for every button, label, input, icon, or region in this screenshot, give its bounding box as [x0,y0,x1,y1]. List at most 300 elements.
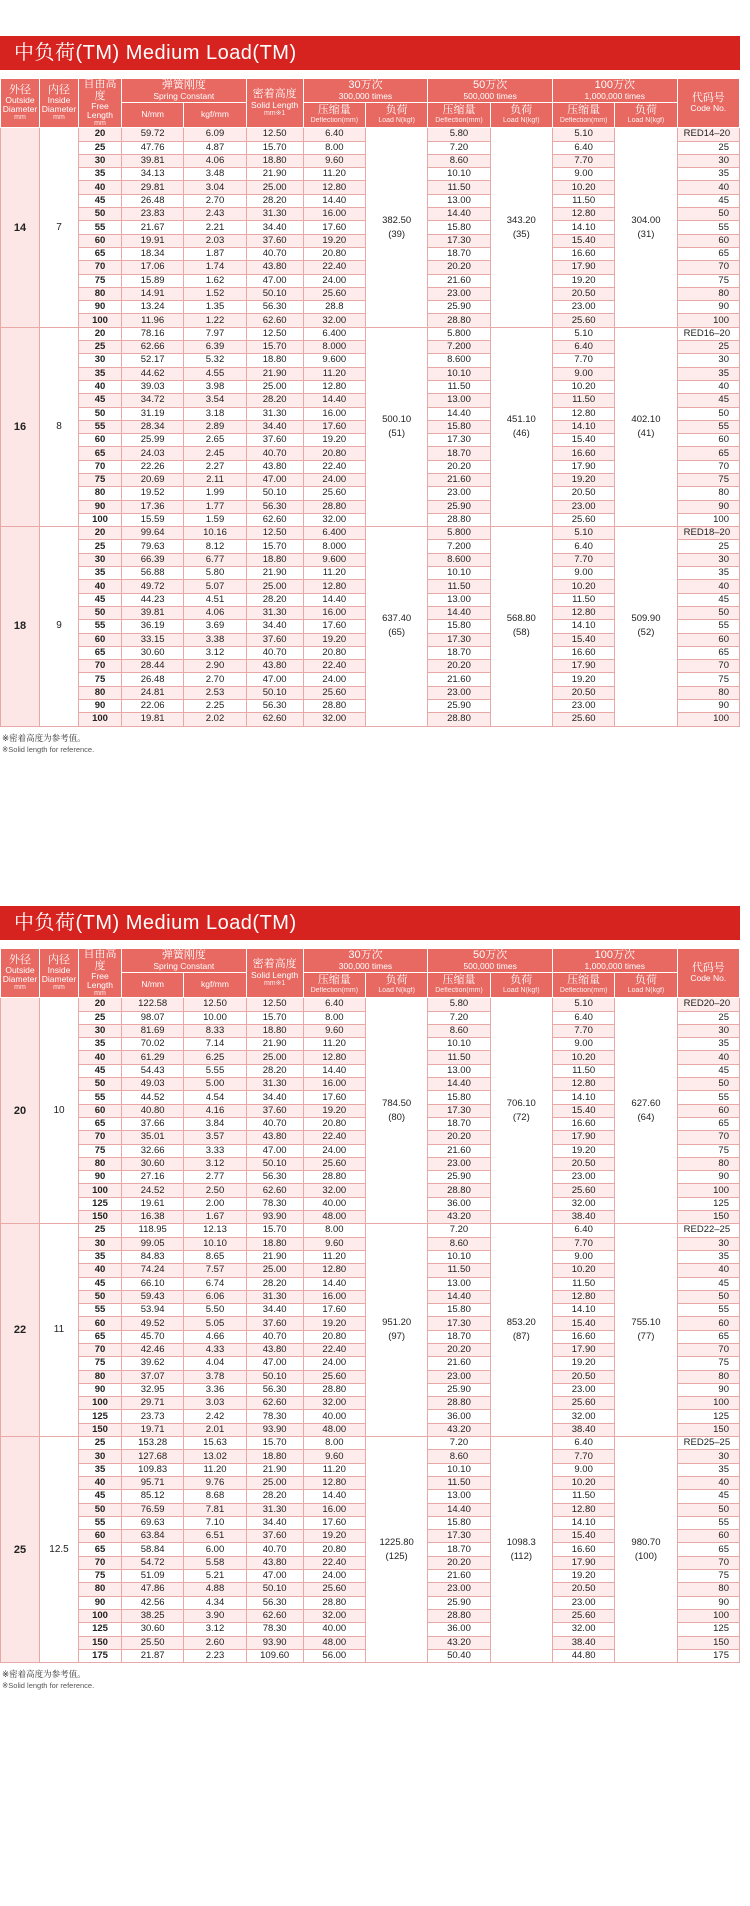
code-value: 90 [718,1384,729,1396]
header-300k: 30万次 300,000 times [303,949,428,973]
spring-constant-n-cell: 28.34 [122,420,184,433]
solid-length-cell: 25.00 [246,1051,303,1064]
free-length-cell: 80 [79,287,122,300]
outside-diameter-cell: 18 [1,527,40,726]
free-length-cell: 70 [79,460,122,473]
code-value: 65 [718,1118,729,1130]
deflection-1m-cell: 9.00 [552,1250,614,1263]
spring-constant-kgf-cell: 3.98 [184,380,246,393]
solid-length-cell: 50.10 [246,1370,303,1383]
deflection-300k-cell: 22.40 [303,261,365,274]
header-outside-diameter: 外径 Outside Diameter mm [1,949,40,998]
free-length-cell: 55 [79,221,122,234]
header-free-length: 自由高度 Free Length mm [79,79,122,128]
deflection-1m-cell: 12.80 [552,606,614,619]
deflection-1m-cell: 12.80 [552,1078,614,1091]
load-value: 402.10 [631,413,661,425]
deflection-1m-cell: 16.60 [552,646,614,659]
code-no-cell [677,1437,739,1450]
deflection-300k-cell: 17.60 [303,420,365,433]
spring-constant-kgf-cell: 5.80 [184,567,246,580]
spring-constant-kgf-cell: 10.00 [184,1011,246,1024]
deflection-500k-cell: 7.20 [428,1437,490,1450]
solid-length-cell: 40.70 [246,247,303,260]
deflection-500k-cell: 14.40 [428,1503,490,1516]
deflection-500k-cell: 15.80 [428,1304,490,1317]
deflection-300k-cell: 19.20 [303,1317,365,1330]
code-value: 55 [718,1304,729,1316]
solid-length-cell: 21.90 [246,1038,303,1051]
free-length-cell: 90 [79,500,122,513]
deflection-500k-cell: 14.40 [428,1078,490,1091]
free-length-cell: 45 [79,1490,122,1503]
solid-length-cell: 12.50 [246,128,303,141]
outside-diameter-cell: 16 [1,327,40,526]
free-length-cell: 70 [79,660,122,673]
spring-constant-n-cell: 23.83 [122,208,184,221]
header-code-no: 代码号 Code No. [677,79,739,128]
spring-constant-kgf-cell: 2.70 [184,673,246,686]
code-value: 45 [718,593,729,605]
deflection-300k-cell: 11.20 [303,367,365,380]
deflection-300k-cell: 48.00 [303,1423,365,1436]
code-no-cell [677,128,739,141]
deflection-1m-cell: 20.50 [552,686,614,699]
deflection-1m-cell: 7.70 [552,553,614,566]
spring-constant-n-cell: 42.46 [122,1344,184,1357]
deflection-500k-cell: 8.60 [428,1450,490,1463]
deflection-500k-cell: 11.50 [428,1051,490,1064]
spring-constant-n-cell: 47.76 [122,141,184,154]
solid-length-cell: 37.60 [246,434,303,447]
spring-constant-kgf-cell: 1.59 [184,513,246,526]
deflection-1m-cell: 14.10 [552,1304,614,1317]
deflection-500k-cell: 10.10 [428,1250,490,1263]
spring-constant-n-cell: 37.66 [122,1117,184,1130]
header-1m: 100万次 1,000,000 times [552,949,677,973]
code-no-cell [677,394,739,407]
code-no-cell [677,460,739,473]
code-no-cell [677,553,739,566]
load-kgf-value: (35) [512,228,530,240]
spring-constant-kgf-cell: 3.48 [184,168,246,181]
deflection-500k-cell: 20.20 [428,1344,490,1357]
code-value: 25 [718,1011,729,1023]
deflection-500k-cell: 21.60 [428,1570,490,1583]
deflection-500k-cell: 25.90 [428,500,490,513]
deflection-500k-cell: 20.20 [428,1131,490,1144]
code-value: 100 [713,1184,729,1196]
free-length-cell: 35 [79,1250,122,1263]
code-no-cell [677,1649,739,1662]
deflection-500k-cell: 17.30 [428,1104,490,1117]
spring-constant-n-cell: 21.87 [122,1649,184,1662]
deflection-500k-cell: 13.00 [428,1277,490,1290]
solid-length-cell: 56.30 [246,301,303,314]
solid-length-cell: 62.60 [246,1609,303,1622]
header-solid-length: 密着高度 Solid Length mm※1 [246,949,303,998]
header-load-500k: 负荷 Load N(kgf) [490,102,552,128]
spec-table [0,78,740,727]
solid-length-cell: 50.10 [246,287,303,300]
load-value: 853.20 [506,1317,536,1329]
deflection-500k-cell: 23.00 [428,487,490,500]
code-no-cell [677,261,739,274]
code-no-cell [677,1476,739,1489]
deflection-1m-cell: 7.70 [552,1450,614,1463]
solid-length-cell: 40.70 [246,646,303,659]
free-length-cell: 55 [79,1091,122,1104]
deflection-300k-cell: 19.20 [303,1104,365,1117]
deflection-300k-cell: 32.00 [303,1609,365,1622]
deflection-500k-cell: 23.00 [428,1370,490,1383]
solid-length-cell: 56.30 [246,1383,303,1396]
deflection-500k-cell: 18.70 [428,1543,490,1556]
code-value: 75 [718,1144,729,1156]
code-no-cell [677,1330,739,1343]
code-value: 55 [718,1091,729,1103]
header-code-no: 代码号 Code No. [677,949,739,998]
load-value: 951.20 [382,1317,412,1329]
code-no-cell [677,194,739,207]
spring-constant-n-cell: 39.81 [122,154,184,167]
deflection-300k-cell: 11.20 [303,168,365,181]
solid-length-cell: 18.80 [246,1237,303,1250]
deflection-500k-cell: 43.20 [428,1211,490,1224]
deflection-1m-cell: 15.40 [552,1317,614,1330]
load-kgf-value: (39) [388,228,406,240]
spring-constant-n-cell: 76.59 [122,1503,184,1516]
code-value: 25–25 [703,1437,731,1449]
code-value: 90 [718,700,729,712]
deflection-500k-cell: 8.60 [428,1237,490,1250]
spring-constant-kgf-cell: 6.00 [184,1543,246,1556]
code-value: 55 [718,1517,729,1528]
deflection-300k-cell: 56.00 [303,1649,365,1662]
deflection-1m-cell: 11.50 [552,394,614,407]
spring-constant-n-cell: 19.81 [122,713,184,726]
deflection-500k-cell: 7.20 [428,1011,490,1024]
solid-length-cell: 12.50 [246,327,303,340]
spring-constant-n-cell: 52.17 [122,354,184,367]
spring-constant-kgf-cell: 4.66 [184,1330,246,1343]
free-length-cell: 35 [79,567,122,580]
free-length-cell: 60 [79,234,122,247]
deflection-500k-cell: 21.60 [428,1357,490,1370]
code-no-cell [677,1463,739,1476]
load-kgf-value: (46) [512,427,530,439]
deflection-1m-cell: 17.90 [552,261,614,274]
spring-constant-n-cell: 58.84 [122,1543,184,1556]
load-500k-cell [490,327,552,526]
code-value: 80 [718,1370,729,1382]
solid-length-cell: 21.90 [246,168,303,181]
free-length-cell: 25 [79,1437,122,1450]
solid-length-cell: 62.60 [246,713,303,726]
deflection-500k-cell: 25.90 [428,1383,490,1396]
spring-constant-n-cell: 30.60 [122,1623,184,1636]
deflection-300k-cell: 16.00 [303,1290,365,1303]
deflection-300k-cell: 14.40 [303,1277,365,1290]
deflection-1m-cell: 5.10 [552,527,614,540]
spring-constant-kgf-cell: 5.50 [184,1304,246,1317]
spring-constant-kgf-cell: 7.57 [184,1264,246,1277]
deflection-500k-cell: 18.70 [428,646,490,659]
spring-constant-n-cell: 30.60 [122,646,184,659]
code-no-cell [677,1250,739,1263]
header-load-1m: 负荷 Load N(kgf) [615,972,677,998]
spring-constant-kgf-cell: 3.78 [184,1370,246,1383]
spring-constant-kgf-cell: 6.39 [184,341,246,354]
code-no-cell [677,713,739,726]
table-row [1,1437,740,1450]
header-300k: 30万次 300,000 times [303,79,428,103]
deflection-300k-cell: 19.20 [303,234,365,247]
deflection-500k-cell: 8.60 [428,154,490,167]
deflection-500k-cell: 7.200 [428,341,490,354]
code-no-cell [677,434,739,447]
deflection-300k-cell: 20.80 [303,447,365,460]
code-value: 70 [718,1344,729,1356]
code-no-cell [677,1357,739,1370]
deflection-1m-cell: 14.10 [552,1091,614,1104]
code-no-cell [677,341,739,354]
free-length-cell: 45 [79,1277,122,1290]
deflection-300k-cell: 6.400 [303,327,365,340]
code-no-cell [677,1091,739,1104]
code-no-cell [677,1370,739,1383]
free-length-cell: 175 [79,1649,122,1662]
code-value: 25 [718,141,729,153]
deflection-500k-cell: 14.40 [428,1290,490,1303]
deflection-500k-cell: 7.200 [428,540,490,553]
deflection-1m-cell: 9.00 [552,1463,614,1476]
deflection-500k-cell: 10.10 [428,168,490,181]
code-value: 35 [718,567,729,579]
spring-constant-n-cell: 51.09 [122,1570,184,1583]
free-length-cell: 65 [79,1543,122,1556]
deflection-300k-cell: 19.20 [303,434,365,447]
free-length-cell: 60 [79,633,122,646]
solid-length-cell: 109.60 [246,1649,303,1662]
code-no-cell [677,1410,739,1423]
free-length-cell: 150 [79,1211,122,1224]
spec-section [0,36,750,755]
deflection-300k-cell: 28.80 [303,700,365,713]
code-no-cell [677,606,739,619]
spring-constant-kgf-cell: 3.84 [184,1117,246,1130]
code-value: 65 [718,647,729,658]
load-kgf-value: (100) [634,1550,658,1562]
spring-constant-n-cell: 15.59 [122,513,184,526]
deflection-300k-cell: 22.40 [303,1344,365,1357]
code-no-cell [677,1157,739,1170]
free-length-cell: 80 [79,1157,122,1170]
load-kgf-value: (77) [637,1331,655,1343]
deflection-1m-cell: 6.40 [552,1224,614,1237]
solid-length-cell: 15.70 [246,141,303,154]
header-deflection-1m: 压缩量 Deflection(mm) [552,102,614,128]
solid-length-cell: 37.60 [246,1317,303,1330]
deflection-300k-cell: 9.600 [303,553,365,566]
deflection-1m-cell: 10.20 [552,1264,614,1277]
spring-constant-n-cell: 34.13 [122,168,184,181]
free-length-cell: 40 [79,1264,122,1277]
solid-length-cell: 25.00 [246,1264,303,1277]
code-value: 35 [718,367,729,379]
spring-constant-kgf-cell: 6.09 [184,128,246,141]
solid-length-cell: 93.90 [246,1211,303,1224]
code-value: 70 [718,1131,729,1143]
free-length-cell: 25 [79,141,122,154]
code-no-cell [677,181,739,194]
code-no-cell [677,1530,739,1543]
deflection-1m-cell: 20.50 [552,1370,614,1383]
deflection-500k-cell: 20.20 [428,660,490,673]
solid-length-cell: 15.70 [246,1011,303,1024]
deflection-1m-cell: 10.20 [552,580,614,593]
free-length-cell: 60 [79,1317,122,1330]
spring-constant-n-cell: 47.86 [122,1583,184,1596]
spring-constant-n-cell: 16.38 [122,1211,184,1224]
free-length-cell: 100 [79,513,122,526]
spring-constant-kgf-cell: 2.60 [184,1636,246,1649]
deflection-1m-cell: 11.50 [552,194,614,207]
load-value: 304.00 [631,214,661,226]
spring-constant-n-cell: 31.19 [122,407,184,420]
deflection-300k-cell: 20.80 [303,247,365,260]
deflection-1m-cell: 9.00 [552,1038,614,1051]
solid-length-cell: 25.00 [246,580,303,593]
spring-constant-kgf-cell: 3.12 [184,1623,246,1636]
spring-constant-kgf-cell: 4.33 [184,1344,246,1357]
deflection-300k-cell: 9.60 [303,1450,365,1463]
deflection-1m-cell: 25.60 [552,314,614,327]
code-no-cell [677,1144,739,1157]
code-no-cell [677,1570,739,1583]
free-length-cell: 45 [79,1064,122,1077]
outside-diameter-cell: 14 [1,128,40,327]
code-no-cell [677,1596,739,1609]
free-length-cell: 125 [79,1410,122,1423]
deflection-500k-cell: 11.50 [428,181,490,194]
code-value: 100 [713,1397,729,1409]
load-kgf-value: (97) [388,1331,406,1343]
deflection-300k-cell: 24.00 [303,1570,365,1583]
code-no-cell [677,154,739,167]
code-no-cell [677,633,739,646]
spring-constant-kgf-cell: 5.05 [184,1317,246,1330]
deflection-300k-cell: 32.00 [303,513,365,526]
deflection-500k-cell: 21.60 [428,274,490,287]
deflection-1m-cell: 12.80 [552,208,614,221]
deflection-1m-cell: 25.60 [552,713,614,726]
deflection-500k-cell: 36.00 [428,1623,490,1636]
code-prefix: RED [683,527,704,539]
deflection-500k-cell: 28.80 [428,513,490,526]
header-inside-diameter: 内径 Inside Diameter mm [40,79,79,128]
solid-length-cell: 28.20 [246,593,303,606]
deflection-300k-cell: 48.00 [303,1211,365,1224]
load-value: 509.90 [631,613,661,625]
code-value: 75 [718,1570,729,1582]
spring-constant-n-cell: 20.69 [122,474,184,487]
solid-length-cell: 28.20 [246,1490,303,1503]
code-value: 35 [718,1463,729,1475]
spring-constant-kgf-cell: 3.18 [184,407,246,420]
spring-constant-n-cell: 59.72 [122,128,184,141]
free-length-cell: 60 [79,1530,122,1543]
deflection-300k-cell: 9.60 [303,1237,365,1250]
deflection-300k-cell: 16.00 [303,407,365,420]
deflection-300k-cell: 17.60 [303,1091,365,1104]
deflection-1m-cell: 15.40 [552,633,614,646]
load-kgf-value: (41) [637,427,655,439]
load-value: 568.80 [506,613,536,625]
code-no-cell [677,1264,739,1277]
table-row [1,128,740,141]
spring-constant-kgf-cell: 1.52 [184,287,246,300]
code-value: 125 [713,1623,729,1635]
code-no-cell [677,580,739,593]
code-value: 90 [718,1596,729,1608]
deflection-300k-cell: 8.00 [303,141,365,154]
code-no-cell [677,1290,739,1303]
solid-length-cell: 18.80 [246,1450,303,1463]
load-value: 706.10 [506,1097,536,1109]
deflection-1m-cell: 14.10 [552,221,614,234]
solid-length-cell: 34.40 [246,620,303,633]
solid-length-cell: 21.90 [246,367,303,380]
deflection-1m-cell: 10.20 [552,1476,614,1489]
free-length-cell: 75 [79,274,122,287]
deflection-1m-cell: 25.60 [552,1397,614,1410]
deflection-500k-cell: 23.00 [428,686,490,699]
spring-constant-n-cell: 37.07 [122,1370,184,1383]
spring-constant-n-cell: 34.72 [122,394,184,407]
spring-constant-kgf-cell: 4.06 [184,606,246,619]
spring-constant-kgf-cell: 7.10 [184,1516,246,1529]
load-1m-cell [615,527,677,726]
free-length-cell: 60 [79,1104,122,1117]
code-value: 35 [718,1038,729,1050]
deflection-300k-cell: 25.60 [303,1370,365,1383]
code-no-cell [677,540,739,553]
code-prefix: RED [683,1224,704,1236]
header-load-300k: 负荷 Load N(kgf) [365,102,427,128]
deflection-500k-cell: 25.90 [428,700,490,713]
deflection-1m-cell: 20.50 [552,1583,614,1596]
header-load-1m: 负荷 Load N(kgf) [615,102,677,128]
deflection-500k-cell: 15.80 [428,1091,490,1104]
spring-constant-n-cell: 19.52 [122,487,184,500]
deflection-1m-cell: 32.00 [552,1623,614,1636]
deflection-500k-cell: 17.30 [428,1317,490,1330]
code-no-cell [677,1277,739,1290]
solid-length-cell: 47.00 [246,274,303,287]
code-no-cell [677,1104,739,1117]
code-no-cell [677,447,739,460]
load-1m-cell [615,1224,677,1437]
load-kgf-value: (125) [385,1550,408,1562]
spring-constant-kgf-cell: 3.54 [184,394,246,407]
spring-constant-kgf-cell: 2.23 [184,1649,246,1662]
deflection-1m-cell: 15.40 [552,434,614,447]
deflection-500k-cell: 28.80 [428,713,490,726]
solid-length-cell: 28.20 [246,1277,303,1290]
free-length-cell: 30 [79,1024,122,1037]
spring-constant-kgf-cell: 9.76 [184,1476,246,1489]
